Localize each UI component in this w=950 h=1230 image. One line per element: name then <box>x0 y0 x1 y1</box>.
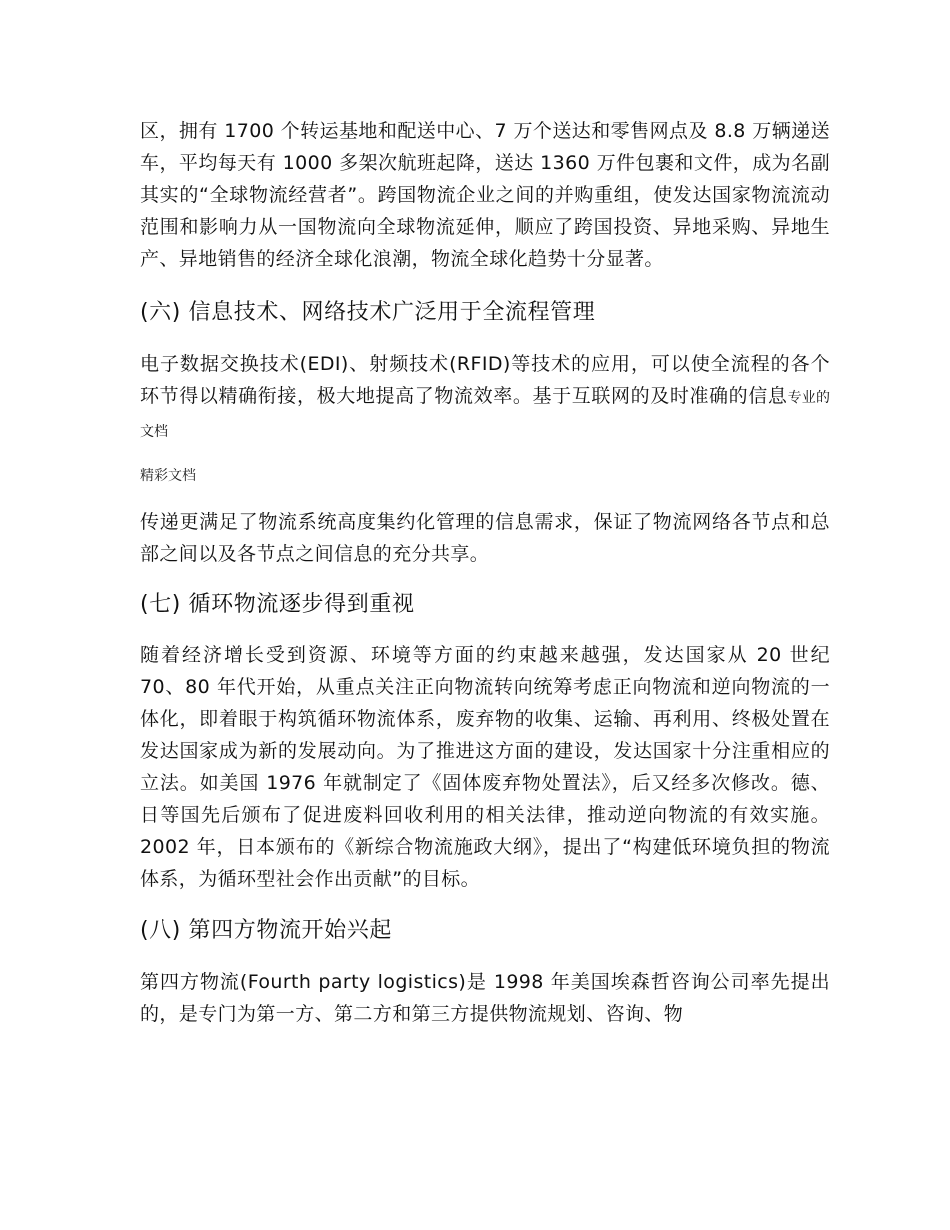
body-paragraph: 传递更满足了物流系统高度集约化管理的信息需求，保证了物流网络各节点和总部之间以及各节点之间信息的充分共享。 <box>140 511 830 565</box>
document-body <box>140 115 830 1030</box>
section-heading-8: (八) 第四方物流开始兴起 <box>140 918 392 943</box>
watermark-text: 专业的文档 <box>140 390 831 440</box>
body-paragraph: 第四方物流(Fourth party logistics)是 1998 年美国埃森哲咨询公司率先提出的，是专门为第一方、第二方和第三方提供物流规划、咨询、物 <box>140 971 830 1025</box>
section-heading-6: (六) 信息技术、网络技术广泛用于全流程管理 <box>140 300 596 325</box>
body-paragraph: 随着经济增长受到资源、环境等方面的约束越来越强，发达国家从 20 世纪 70、80 年代开始，从重点关注正向物流转向统筹考虑正向物流和逆向物流的一体化，即着眼于构筑循环物流体系，废弃物的收集、运输、再利用、终极处置在发达国家成为新的发展动向。为了推进这方面的建设，发达国家十分注重相应的立法。如美国 1976 年就制定了《固体废弃物处置法》，后又经多次修改。德、日等国先后颁布了促进废料回收利用的相关法律，推动逆向物流的有效实施。2002 年，日本颁布的《新综合物流施政大纲》，提出了“构建低环境负担的物流体系，为循环型社会作出贡献”的目标。 <box>140 644 830 890</box>
paragraph-text: 电子数据交换技术(EDI)、射频技术(RFID)等技术的应用，可以使全流程的各个环节得以精确衔接，极大地提高了物流效率。基于互联网的及时准确的信息 <box>140 353 830 407</box>
body-paragraph: 区，拥有 1700 个转运基地和配送中心、7 万个送达和零售网点及 8.8 万辆递送车，平均每天有 1000 多架次航班起降，送达 1360 万件包裹和文件，成为名副其实的“全球物流经营者”。跨国物流企业之间的并购重组，使发达国家物流流动范围和影响力从一国物流向全球物流延伸，顺应了跨国投资、异地采购、异地生产、异地销售的经济全球化浪潮，物流全球化趋势十分显著。 <box>140 120 830 270</box>
body-paragraph <box>140 348 830 448</box>
section-heading-7: (七) 循环物流逐步得到重视 <box>140 592 415 617</box>
page-note: 精彩文档 <box>140 468 196 484</box>
